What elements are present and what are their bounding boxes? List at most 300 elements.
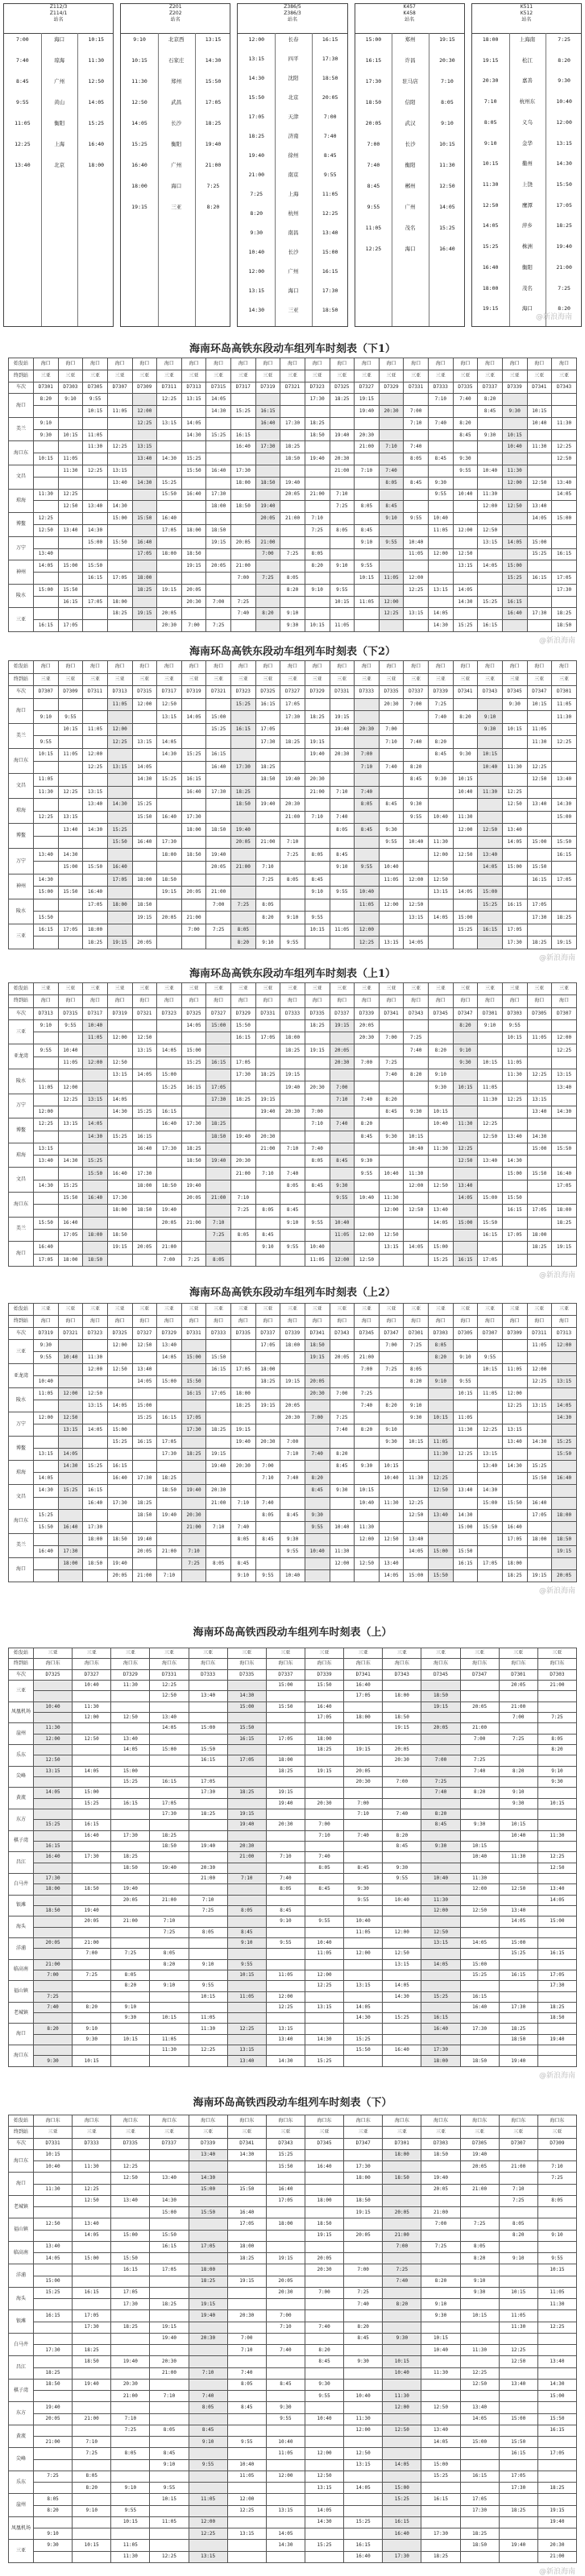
time-cell: 11:30: [330, 1545, 355, 1557]
time-cell: 15:50: [58, 887, 83, 899]
endpoint-station: 海口: [305, 995, 330, 1007]
time-cell: 9:30: [453, 748, 478, 761]
time-cell: [429, 899, 454, 912]
time-cell: [266, 1981, 305, 1991]
time-cell: [383, 1680, 421, 1690]
time-cell: [280, 1352, 305, 1364]
time-cell: [280, 1056, 305, 1069]
time-cell: [344, 2218, 383, 2230]
train-code: D7337: [255, 1328, 280, 1340]
station-name: 上饶: [521, 181, 533, 188]
time-cell: 7:25: [404, 1340, 429, 1352]
endpoint-station: 三亚: [305, 983, 330, 995]
time-cell: [132, 711, 157, 724]
time-cell: [189, 1734, 227, 1744]
time-cell: 15:00: [453, 1217, 478, 1229]
train-code-row: K511: [520, 4, 533, 10]
time-cell: 16:40: [502, 1521, 527, 1533]
time-cell: 13:40: [83, 799, 108, 812]
header-label: 车次: [9, 2138, 34, 2149]
table-row: [9, 465, 577, 478]
time-cell: 15:00: [552, 513, 577, 525]
time-cell: 14:30: [206, 406, 231, 418]
time-cell: [107, 524, 132, 536]
endpoint-station: 三亚: [107, 983, 132, 995]
time-cell: 13:15: [34, 1143, 59, 1155]
time-cell: 15:25: [107, 824, 132, 837]
time-cell: 18:25: [305, 1019, 330, 1032]
time-cell: 9:55: [255, 1569, 280, 1582]
time-cell: [181, 501, 206, 513]
time-cell: 18:00: [280, 1340, 305, 1352]
time-cell: 10:40: [344, 2391, 383, 2402]
time-cell: [421, 1766, 460, 1776]
time-cell: [58, 417, 83, 429]
time-cell: 8:45: [305, 1884, 343, 1895]
time-cell: 17:30: [34, 2345, 73, 2356]
time-cell: 12:00: [132, 698, 157, 711]
endpoint-station: 海口东: [189, 2115, 227, 2127]
time-cell: 19:15: [181, 560, 206, 573]
time-cell: 18:00: [482, 284, 499, 292]
endpoint-station: 三亚: [83, 1304, 108, 1316]
time-cell: 20:05: [132, 1545, 157, 1557]
time-cell: [379, 620, 404, 632]
endpoint-station: 海口东: [421, 1659, 460, 1669]
time-cell: [305, 1691, 343, 1701]
time-cell: [460, 2483, 499, 2494]
time-cell: 15:50: [189, 2207, 227, 2218]
station-name: 北京: [288, 94, 299, 101]
time-cell: 9:30: [330, 1180, 355, 1192]
time-cell: 15:25: [181, 453, 206, 465]
time-cell: [330, 1473, 355, 1485]
endpoint-station: 海口: [280, 995, 305, 1007]
endpoint-station: 海口东: [305, 2115, 343, 2127]
time-cell: 16:15: [421, 2013, 460, 2024]
time-cell: 15:00: [502, 862, 527, 875]
time-cell: 14:05: [132, 1376, 157, 1388]
time-cell: [379, 560, 404, 573]
table-row: [9, 1056, 577, 1069]
time-cell: [266, 2551, 305, 2562]
train-code: D7317: [231, 382, 256, 394]
time-cell: [344, 1873, 383, 1883]
time-cell: [502, 1509, 527, 1521]
timetable-section-1: [0, 340, 585, 355]
watermark: @新浪海南: [538, 1271, 575, 1280]
time-cell: [499, 2299, 537, 2310]
time-cell: 9:30: [379, 824, 404, 837]
train-code: D7305: [460, 2138, 499, 2149]
time-cell: [305, 1497, 330, 1509]
station-name: 凤凰机场: [9, 1701, 34, 1723]
time-cell: 16:40: [527, 1497, 552, 1509]
time-cell: 20:05: [73, 1916, 111, 1927]
time-cell: [499, 1959, 537, 1970]
time-cell: 14:30: [266, 2540, 305, 2551]
header-label: 站名: [521, 17, 532, 23]
time-cell: 12:50: [499, 2356, 537, 2367]
time-cell: [83, 1412, 108, 1424]
time-cell: 16:15: [231, 1032, 256, 1044]
time-cell: 12:25: [34, 811, 59, 824]
train-code: D7331: [255, 1007, 280, 1019]
time-cell: [83, 836, 108, 849]
endpoint-station: 海口: [83, 995, 108, 1007]
time-cell: [502, 1412, 527, 1424]
time-cell: [83, 1545, 108, 1557]
time-cell: [280, 862, 305, 875]
time-cell: 7:40: [383, 1809, 421, 1819]
time-cell: 7:40: [305, 1143, 330, 1155]
time-cell: 10:15: [429, 1106, 454, 1118]
time-cell: [478, 698, 503, 711]
time-cell: [73, 2207, 111, 2218]
time-cell: [421, 1852, 460, 1863]
time-cell: [189, 2379, 227, 2390]
time-cell: 12:50: [379, 1533, 404, 1545]
station-name: 义乌: [521, 118, 533, 126]
time-cell: [344, 2276, 383, 2287]
table-row: [9, 1449, 577, 1461]
time-cell: [429, 1032, 454, 1044]
endpoint-station: 三亚: [404, 370, 429, 382]
table-row: [9, 2241, 577, 2252]
station-name: 武汉: [405, 120, 416, 126]
time-cell: [83, 1437, 108, 1449]
table-row: [9, 1118, 577, 1131]
time-cell: [499, 1927, 537, 1937]
time-cell: 8:45: [429, 748, 454, 761]
time-cell: [499, 2391, 537, 2402]
time-cell: 12:00: [73, 1712, 111, 1722]
time-cell: [150, 1884, 189, 1895]
timetable-section-6: [0, 2094, 585, 2109]
time-cell: 15:50: [453, 1545, 478, 1557]
time-cell: 9:55: [429, 489, 454, 501]
endpoint-station: 海口: [429, 1316, 454, 1328]
time-cell: [355, 774, 380, 787]
time-cell: 19:15: [189, 2299, 227, 2310]
time-cell: [157, 441, 182, 453]
time-cell: 12:50: [34, 2218, 73, 2230]
train-code: D7309: [537, 2138, 576, 2149]
time-cell: [206, 811, 231, 824]
time-cell: 21:00: [280, 513, 305, 525]
time-cell: 12:25: [552, 736, 577, 749]
time-cell: 18:25: [189, 1809, 227, 1819]
time-cell: [157, 1019, 182, 1032]
station-name: 长沙: [405, 141, 416, 147]
time-cell: 7:25: [34, 2471, 73, 2482]
time-cell: 14:30: [157, 453, 182, 465]
time-cell: 10:15: [453, 1081, 478, 1094]
time-cell: 18:00: [383, 1691, 421, 1701]
time-cell: [157, 1168, 182, 1180]
time-cell: [73, 1991, 111, 2002]
station-name: 杭州: [288, 210, 299, 217]
time-cell: [383, 2471, 421, 2482]
time-cell: [280, 1497, 305, 1509]
time-cell: [83, 417, 108, 429]
time-cell: 17:30: [107, 1497, 132, 1509]
time-cell: [157, 1461, 182, 1473]
time-cell: [453, 477, 478, 489]
time-cell: 14:30: [453, 1509, 478, 1521]
section-title: 海南环岛高铁西段动车组列车时刻表（下）: [193, 2097, 392, 2109]
time-cell: 15:25: [132, 1412, 157, 1424]
table-row: [9, 2356, 577, 2367]
station-name: 广州: [171, 162, 182, 168]
time-cell: 21:00: [227, 1852, 266, 1863]
endpoint-station: 三亚: [83, 983, 108, 995]
time-cell: 17:30: [460, 2505, 499, 2516]
station-name: 天津: [288, 114, 299, 120]
time-cell: 20:05: [322, 94, 338, 101]
time-cell: [58, 774, 83, 787]
time-cell: [478, 1545, 503, 1557]
endpoint-station: 海口: [255, 1316, 280, 1328]
table-row: [9, 2516, 577, 2528]
train-code: D7331: [404, 382, 429, 394]
time-cell: 21:00: [421, 2207, 460, 2218]
time-cell: [499, 2264, 537, 2276]
time-cell: [73, 2149, 111, 2160]
time-cell: 18:50: [537, 2013, 576, 2024]
time-cell: [527, 1388, 552, 1400]
table-row: [9, 1340, 577, 1352]
time-cell: 8:05: [231, 1229, 256, 1241]
time-cell: 19:40: [231, 1131, 256, 1143]
header-row: [9, 370, 577, 382]
time-cell: 11:30: [552, 417, 577, 429]
time-cell: [34, 2322, 73, 2333]
time-cell: 17:05: [552, 1180, 577, 1192]
time-cell: [206, 937, 231, 949]
time-cell: [111, 1691, 150, 1701]
time-cell: 10:40: [404, 836, 429, 849]
station-name: 陵水: [9, 1069, 34, 1094]
table-row: [9, 1497, 577, 1509]
time-cell: 14:05: [344, 2483, 383, 2494]
time-cell: 12:50: [453, 548, 478, 560]
train-code: D7335: [305, 1007, 330, 1019]
time-cell: [355, 417, 380, 429]
time-cell: 20:30: [305, 1798, 343, 1809]
train-code: D7303: [537, 1669, 576, 1680]
time-cell: 17:05: [460, 2494, 499, 2505]
station-name: 博鳌: [9, 1118, 34, 1143]
time-cell: [330, 1106, 355, 1118]
time-cell: 15:00: [206, 711, 231, 724]
time-cell: [255, 1557, 280, 1569]
table-row: [9, 441, 577, 453]
time-cell: [379, 1254, 404, 1266]
time-cell: [206, 1400, 231, 1412]
time-cell: [537, 2056, 576, 2066]
time-cell: 11:30: [439, 162, 455, 168]
time-cell: [537, 1841, 576, 1851]
time-cell: 18:25: [181, 1143, 206, 1155]
time-cell: 18:00: [266, 1755, 305, 1766]
station-name: 南京: [288, 172, 299, 178]
time-cell: [150, 2345, 189, 2356]
time-cell: [181, 1340, 206, 1352]
time-cell: 9:30: [379, 1131, 404, 1143]
station-name: 洋浦: [9, 1937, 34, 1959]
time-cell: [305, 1364, 330, 1376]
table-row: [9, 2276, 577, 2287]
endpoint-station: 三亚: [280, 370, 305, 382]
time-cell: [280, 824, 305, 837]
time-cell: 10:40: [499, 1830, 537, 1841]
time-cell: [330, 874, 355, 887]
time-cell: [502, 1449, 527, 1461]
time-cell: 7:40: [460, 1766, 499, 1776]
time-cell: 8:20: [537, 1744, 576, 1755]
header-row: [9, 1659, 577, 1669]
time-cell: [58, 1131, 83, 1143]
time-cell: [379, 748, 404, 761]
time-cell: 12:00: [552, 1032, 577, 1044]
time-column: [4, 33, 42, 326]
time-cell: [527, 811, 552, 824]
time-cell: 13:40: [157, 1340, 182, 1352]
time-cell: 11:30: [453, 1118, 478, 1131]
time-cell: [460, 2459, 499, 2471]
time-cell: [206, 836, 231, 849]
time-cell: 7:10: [305, 1118, 330, 1131]
time-cell: [34, 1927, 73, 1937]
time-cell: [255, 560, 280, 573]
table-row: [9, 761, 577, 774]
time-cell: [73, 1691, 111, 1701]
time-cell: 14:05: [88, 99, 105, 105]
time-cell: 7:25: [150, 1927, 189, 1937]
time-cell: 12:50: [73, 1734, 111, 1744]
table-row: [9, 1081, 577, 1094]
time-cell: 17:05: [83, 899, 108, 912]
time-cell: 7:00: [383, 1776, 421, 1787]
time-cell: 9:30: [73, 2034, 111, 2045]
header-label: 始发站: [9, 1304, 34, 1316]
time-cell: [280, 501, 305, 513]
time-cell: [453, 736, 478, 749]
time-cell: 8:20: [255, 608, 280, 620]
endpoint-station: 三亚: [280, 983, 305, 995]
time-cell: 12:00: [34, 1106, 59, 1118]
time-cell: 12:50: [404, 899, 429, 912]
time-cell: 14:05: [460, 1937, 499, 1948]
time-cell: [460, 1895, 499, 1905]
time-cell: [330, 477, 355, 489]
train-code: D7323: [157, 1007, 182, 1019]
time-cell: [83, 548, 108, 560]
time-cell: 13:40: [83, 501, 108, 513]
header-label: 车次: [9, 1007, 34, 1019]
time-cell: 12:00: [379, 1205, 404, 1217]
time-cell: [83, 1569, 108, 1582]
train-code: D7301: [552, 686, 577, 699]
station-name: 海口: [9, 1242, 34, 1267]
time-cell: 11:30: [527, 736, 552, 749]
endpoint-station: 海口: [379, 1316, 404, 1328]
time-cell: 11:05: [15, 120, 31, 126]
time-cell: [305, 1069, 330, 1081]
station-name: 美兰: [9, 1533, 34, 1557]
time-cell: [305, 2459, 343, 2471]
time-cell: 13:40: [58, 824, 83, 837]
time-cell: [355, 874, 380, 887]
time-cell: [150, 1852, 189, 1863]
time-cell: [150, 2471, 189, 2482]
time-cell: 14:05: [429, 912, 454, 924]
time-cell: 7:40: [429, 417, 454, 429]
endpoint-station: 三亚: [111, 2127, 150, 2138]
time-cell: [206, 1032, 231, 1044]
time-cell: 12:25: [107, 736, 132, 749]
endpoint-station: 三亚: [83, 673, 108, 686]
time-cell: [499, 2013, 537, 2024]
time-cell: 15:25: [107, 1437, 132, 1449]
endpoint-station: 三亚: [280, 1304, 305, 1316]
endpoint-station: 三亚: [189, 2127, 227, 2138]
time-cell: 10:40: [58, 1044, 83, 1056]
time-cell: 15:25: [499, 1949, 537, 1959]
time-cell: 15:00: [537, 2391, 576, 2402]
time-cell: [107, 1081, 132, 1094]
train-code: D7335: [227, 1669, 266, 1680]
endpoint-station: 三亚: [34, 673, 59, 686]
table-row: [9, 524, 577, 536]
time-cell: [181, 1032, 206, 1044]
train-code: D7347: [460, 1669, 499, 1680]
time-cell: 16:15: [552, 849, 577, 862]
table-row: [9, 513, 577, 525]
time-cell: [305, 2310, 343, 2322]
time-cell: 19:15: [206, 536, 231, 548]
time-cell: [421, 1981, 460, 1991]
time-cell: [255, 748, 280, 761]
endpoint-station: 三亚: [255, 673, 280, 686]
time-cell: [157, 862, 182, 875]
time-cell: [453, 406, 478, 418]
time-cell: 7:25: [305, 524, 330, 536]
endpoint-station: 海口: [527, 995, 552, 1007]
time-cell: 9:10: [499, 2253, 537, 2264]
time-cell: 8:45: [355, 1131, 380, 1143]
time-cell: 9:30: [460, 2287, 499, 2298]
time-cell: [280, 1131, 305, 1143]
time-cell: 18:50: [499, 2034, 537, 2045]
endpoint-station: 三亚: [73, 2127, 111, 2138]
time-cell: [404, 1557, 429, 1569]
time-cell: 18:50: [322, 307, 338, 313]
train-code: D7345: [429, 1007, 454, 1019]
time-cell: 17:05: [132, 548, 157, 560]
table-row: [9, 2230, 577, 2241]
table-row: [9, 2483, 577, 2494]
table-row: [9, 1712, 577, 1722]
time-cell: 19:40: [280, 774, 305, 787]
time-cell: 16:15: [83, 573, 108, 585]
time-cell: [537, 2345, 576, 2356]
time-cell: 11:05: [305, 1254, 330, 1266]
watermark: @新浪海南: [538, 2568, 575, 2576]
time-cell: 21:00: [157, 1545, 182, 1557]
time-cell: [111, 1723, 150, 1734]
